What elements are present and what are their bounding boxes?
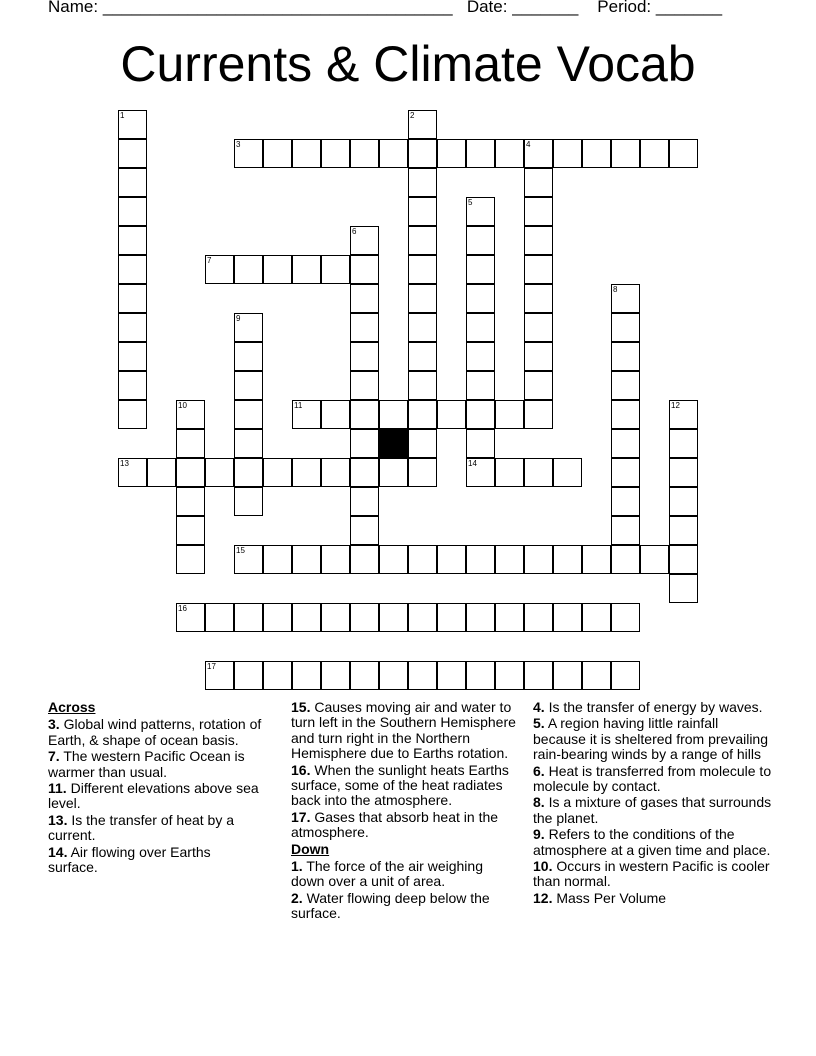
grid-cell[interactable] — [176, 429, 205, 458]
grid-cell[interactable] — [234, 342, 263, 371]
period-label: Period: — [597, 0, 652, 16]
grid-cell[interactable] — [524, 400, 553, 429]
clue-text: Air flowing over Earths surface. — [48, 843, 211, 876]
clue-number: 5. — [533, 715, 545, 732]
grid-cell[interactable] — [669, 139, 698, 168]
clue-text: A region having little rainfall because it is sheltered from prevailing rain-bearing winds by a range of hills — [533, 715, 769, 763]
grid-cell[interactable] — [611, 313, 640, 342]
cell-number: 6 — [352, 227, 357, 236]
grid-cell[interactable] — [205, 603, 234, 632]
grid-cell[interactable] — [118, 371, 147, 400]
grid-cell[interactable] — [611, 487, 640, 516]
grid-cell[interactable] — [408, 371, 437, 400]
grid-cell[interactable] — [495, 545, 524, 574]
grid-cell[interactable] — [321, 545, 350, 574]
grid-cell[interactable] — [350, 284, 379, 313]
grid-cell[interactable] — [669, 574, 698, 603]
grid-cell[interactable] — [321, 400, 350, 429]
clue-text: Mass Per Volume — [556, 889, 667, 906]
grid-cell[interactable] — [611, 661, 640, 690]
grid-cell[interactable] — [466, 545, 495, 574]
clue-text: Refers to the conditions of the atmosphere at a given time and place. — [533, 826, 771, 858]
grid-cell[interactable] — [611, 371, 640, 400]
grid-cell[interactable] — [118, 226, 147, 255]
grid-cell[interactable] — [466, 226, 495, 255]
cell-number: 8 — [613, 285, 618, 294]
grid-cell[interactable] — [553, 661, 582, 690]
cell-number: 2 — [410, 111, 415, 120]
clue-across-7 — [48, 749, 263, 780]
cell-number: 15 — [236, 546, 245, 555]
grid-cell[interactable] — [495, 139, 524, 168]
cell-number: 11 — [294, 401, 303, 410]
clue-across-14 — [48, 845, 263, 876]
clue-text: Occurs in western Pacific is cooler than normal. — [533, 858, 770, 890]
grid-cell[interactable] — [263, 255, 292, 284]
clue-number: 10. — [533, 858, 553, 875]
clue-number: 7. — [48, 748, 60, 765]
grid-cell[interactable] — [205, 458, 234, 487]
clue-text: Is the transfer of energy by waves. — [548, 699, 763, 715]
clue-down-9 — [533, 827, 773, 858]
clue-down-6 — [533, 764, 773, 795]
grid-cell[interactable] — [553, 458, 582, 487]
grid-cell[interactable] — [176, 458, 205, 487]
grid-cell[interactable] — [466, 342, 495, 371]
clue-number: 2. — [291, 889, 303, 906]
grid-cell[interactable] — [321, 139, 350, 168]
grid-cell[interactable] — [524, 458, 553, 487]
clue-number: 13. — [48, 811, 68, 828]
grid-cell[interactable] — [611, 603, 640, 632]
cell-number: 16 — [178, 604, 187, 613]
grid-cell[interactable] — [234, 400, 263, 429]
grid-cell[interactable] — [669, 487, 698, 516]
grid-cell[interactable] — [466, 255, 495, 284]
date-label: Date: — [466, 0, 508, 16]
grid-cell[interactable] — [350, 342, 379, 371]
grid-cell[interactable] — [466, 400, 495, 429]
clue-text: Is the transfer of heat by a current. — [48, 811, 235, 844]
clue-text: Different elevations above sea level. — [48, 780, 259, 812]
clue-across-11 — [48, 781, 263, 812]
across-heading: Across — [48, 699, 96, 715]
grid-cell[interactable] — [669, 400, 698, 429]
grid-cell[interactable] — [495, 458, 524, 487]
grid-cell[interactable] — [611, 284, 640, 313]
grid-cell[interactable] — [118, 168, 147, 197]
clue-text: Heat is transferred from molecule to molecule by contact. — [533, 762, 772, 795]
grid-cell[interactable] — [408, 284, 437, 313]
grid-cell[interactable] — [669, 516, 698, 545]
grid-cell[interactable] — [292, 458, 321, 487]
grid-cell[interactable] — [466, 429, 495, 458]
grid-cell[interactable] — [408, 603, 437, 632]
clue-number: 17. — [291, 808, 311, 825]
clue-text: When the sunlight heats Earths surface, some of the heat radiates back into the atmosphere. — [291, 761, 509, 809]
clue-number: 15. — [291, 699, 311, 715]
grid-cell[interactable] — [611, 516, 640, 545]
clue-number: 12. — [533, 889, 553, 906]
down-heading: Down — [291, 840, 330, 857]
clue-column-2 — [291, 700, 519, 923]
cell-number: 10 — [178, 401, 187, 410]
grid-cell[interactable] — [176, 400, 205, 429]
grid-cell[interactable] — [408, 458, 437, 487]
grid-cell[interactable] — [524, 168, 553, 197]
grid-cell[interactable] — [292, 400, 321, 429]
grid-cell[interactable] — [118, 400, 147, 429]
grid-cell[interactable] — [379, 661, 408, 690]
grid-cell[interactable] — [350, 603, 379, 632]
name-label: Name: — [48, 0, 99, 16]
grid-cell[interactable] — [408, 255, 437, 284]
grid-cell[interactable] — [379, 400, 408, 429]
grid-cell[interactable] — [611, 400, 640, 429]
clue-text: Is a mixture of gases that surrounds the planet. — [533, 794, 772, 826]
grid-cell[interactable] — [234, 487, 263, 516]
grid-cell[interactable] — [350, 516, 379, 545]
grid-cell[interactable] — [176, 487, 205, 516]
grid-cell[interactable] — [437, 661, 466, 690]
grid-black-square — [379, 429, 408, 458]
clue-number: 16. — [291, 761, 311, 778]
date-blank[interactable]: _______ — [512, 0, 579, 16]
grid-cell[interactable] — [234, 139, 263, 168]
grid-cell[interactable] — [582, 603, 611, 632]
grid-cell[interactable] — [350, 255, 379, 284]
grid-cell[interactable] — [553, 545, 582, 574]
grid-cell[interactable] — [611, 139, 640, 168]
grid-cell[interactable] — [524, 197, 553, 226]
grid-cell[interactable] — [321, 603, 350, 632]
cell-number: 1 — [120, 111, 125, 120]
grid-cell[interactable] — [292, 545, 321, 574]
clue-number: 11. — [48, 780, 67, 797]
clue-down-4 — [533, 700, 773, 715]
grid-cell[interactable] — [379, 139, 408, 168]
grid-cell[interactable] — [669, 429, 698, 458]
grid-cell[interactable] — [292, 255, 321, 284]
grid-cell[interactable] — [640, 545, 669, 574]
grid-cell[interactable] — [234, 545, 263, 574]
clue-across-16 — [291, 763, 519, 809]
clue-text: Water flowing deep below the surface. — [291, 889, 490, 922]
clue-number: 1. — [291, 858, 303, 875]
grid-cell[interactable] — [466, 603, 495, 632]
clue-down-12 — [533, 891, 773, 906]
grid-cell[interactable] — [118, 139, 147, 168]
grid-cell[interactable] — [234, 371, 263, 400]
grid-cell[interactable] — [408, 110, 437, 139]
grid-cell[interactable] — [466, 313, 495, 342]
grid-cell[interactable] — [118, 110, 147, 139]
grid-cell[interactable] — [147, 458, 176, 487]
grid-cell[interactable] — [263, 458, 292, 487]
grid-cell[interactable] — [234, 458, 263, 487]
grid-cell[interactable] — [350, 487, 379, 516]
grid-cell[interactable] — [524, 342, 553, 371]
clue-text: Global wind patterns, rotation of Earth, & shape of ocean basis. — [48, 716, 262, 748]
grid-cell[interactable] — [234, 603, 263, 632]
grid-cell[interactable] — [553, 603, 582, 632]
grid-cell[interactable] — [234, 313, 263, 342]
grid-cell[interactable] — [263, 661, 292, 690]
grid-cell[interactable] — [408, 661, 437, 690]
grid-cell[interactable] — [350, 545, 379, 574]
cell-number: 3 — [236, 140, 241, 149]
clue-number: 8. — [533, 794, 545, 811]
grid-cell[interactable] — [118, 313, 147, 342]
grid-cell[interactable] — [350, 313, 379, 342]
grid-cell[interactable] — [611, 458, 640, 487]
grid-cell[interactable] — [524, 371, 553, 400]
grid-cell[interactable] — [553, 139, 582, 168]
grid-cell[interactable] — [263, 545, 292, 574]
grid-cell[interactable] — [350, 226, 379, 255]
grid-cell[interactable] — [292, 661, 321, 690]
grid-cell[interactable] — [408, 545, 437, 574]
grid-cell[interactable] — [437, 139, 466, 168]
grid-cell[interactable] — [408, 342, 437, 371]
grid-cell[interactable] — [466, 458, 495, 487]
clue-number: 6. — [533, 762, 545, 779]
clue-number: 9. — [533, 826, 545, 843]
grid-cell[interactable] — [205, 255, 234, 284]
grid-cell[interactable] — [292, 139, 321, 168]
clue-text: Gases that absorb heat in the atmosphere. — [291, 808, 499, 841]
grid-cell[interactable] — [176, 516, 205, 545]
grid-cell[interactable] — [118, 342, 147, 371]
grid-cell[interactable] — [176, 545, 205, 574]
grid-cell[interactable] — [524, 284, 553, 313]
grid-cell[interactable] — [611, 545, 640, 574]
grid-cell[interactable] — [234, 255, 263, 284]
cell-number: 12 — [671, 401, 680, 410]
grid-cell[interactable] — [176, 603, 205, 632]
grid-cell[interactable] — [379, 545, 408, 574]
clue-number: 3. — [48, 716, 60, 733]
grid-cell[interactable] — [611, 429, 640, 458]
grid-cell[interactable] — [408, 197, 437, 226]
clue-across-17 — [291, 810, 519, 841]
grid-cell[interactable] — [350, 400, 379, 429]
cell-number: 14 — [468, 459, 477, 468]
clue-text: Causes moving air and water to turn left in the Southern Hemisphere and turn right in the Northern Hemisphere due to Earths rotation. — [291, 699, 516, 762]
grid-cell[interactable] — [350, 661, 379, 690]
cell-number: 9 — [236, 314, 241, 323]
grid-cell[interactable] — [234, 661, 263, 690]
grid-cell[interactable] — [640, 139, 669, 168]
grid-cell[interactable] — [466, 371, 495, 400]
cell-number: 5 — [468, 198, 473, 207]
clue-across-15 — [291, 700, 519, 762]
clue-text: The force of the air weighing down over a unit of area. — [291, 858, 483, 890]
grid-cell[interactable] — [524, 661, 553, 690]
grid-cell[interactable] — [350, 139, 379, 168]
grid-cell[interactable] — [408, 400, 437, 429]
grid-cell[interactable] — [524, 255, 553, 284]
grid-cell[interactable] — [234, 429, 263, 458]
grid-cell[interactable] — [408, 313, 437, 342]
clue-across-3 — [48, 717, 263, 748]
clue-column-3 — [533, 700, 773, 907]
cell-number: 13 — [120, 459, 129, 468]
grid-cell[interactable] — [379, 458, 408, 487]
grid-cell[interactable] — [669, 458, 698, 487]
period-blank[interactable]: _______ — [655, 0, 723, 16]
grid-cell[interactable] — [524, 603, 553, 632]
grid-cell[interactable] — [669, 545, 698, 574]
grid-cell[interactable] — [321, 458, 350, 487]
grid-cell[interactable] — [495, 400, 524, 429]
grid-cell[interactable] — [582, 661, 611, 690]
clue-down-10 — [533, 859, 773, 890]
clue-text: The western Pacific Ocean is warmer than usual. — [48, 748, 245, 780]
grid-cell[interactable] — [524, 226, 553, 255]
grid-cell[interactable] — [466, 197, 495, 226]
grid-cell[interactable] — [263, 139, 292, 168]
grid-cell[interactable] — [408, 226, 437, 255]
cell-number: 7 — [207, 256, 212, 265]
grid-cell[interactable] — [495, 661, 524, 690]
grid-cell[interactable] — [350, 429, 379, 458]
grid-cell[interactable] — [495, 603, 524, 632]
clue-number: 14. — [48, 843, 68, 860]
grid-cell[interactable] — [437, 545, 466, 574]
grid-cell[interactable] — [524, 139, 553, 168]
grid-cell[interactable] — [524, 313, 553, 342]
grid-cell[interactable] — [321, 661, 350, 690]
grid-cell[interactable] — [321, 255, 350, 284]
page-title: Currents & Climate Vocab — [120, 36, 696, 92]
grid-cell[interactable] — [263, 603, 292, 632]
grid-cell[interactable] — [466, 661, 495, 690]
clue-down-2 — [291, 891, 519, 922]
grid-cell[interactable] — [118, 458, 147, 487]
grid-cell[interactable] — [379, 603, 408, 632]
grid-cell[interactable] — [466, 284, 495, 313]
grid-cell[interactable] — [437, 400, 466, 429]
cell-number: 4 — [526, 140, 531, 149]
grid-cell[interactable] — [582, 139, 611, 168]
clue-down-1 — [291, 859, 519, 890]
clue-column-1 — [48, 700, 263, 876]
clue-number: 4. — [533, 699, 545, 715]
name-blank[interactable]: _____________________________________ — [102, 0, 453, 16]
grid-cell[interactable] — [466, 139, 495, 168]
grid-cell[interactable] — [118, 197, 147, 226]
grid-cell[interactable] — [205, 661, 234, 690]
grid-cell[interactable] — [350, 371, 379, 400]
clue-across-13 — [48, 813, 263, 844]
clue-down-8 — [533, 795, 773, 826]
grid-cell[interactable] — [118, 284, 147, 313]
grid-cell[interactable] — [292, 603, 321, 632]
grid-cell[interactable] — [437, 603, 466, 632]
grid-cell[interactable] — [408, 429, 437, 458]
grid-cell[interactable] — [408, 139, 437, 168]
grid-cell[interactable] — [582, 545, 611, 574]
grid-cell[interactable] — [524, 545, 553, 574]
cell-number: 17 — [207, 662, 216, 671]
grid-cell[interactable] — [611, 342, 640, 371]
grid-cell[interactable] — [408, 168, 437, 197]
grid-cell[interactable] — [118, 255, 147, 284]
clue-down-5 — [533, 716, 773, 762]
grid-cell[interactable] — [350, 458, 379, 487]
